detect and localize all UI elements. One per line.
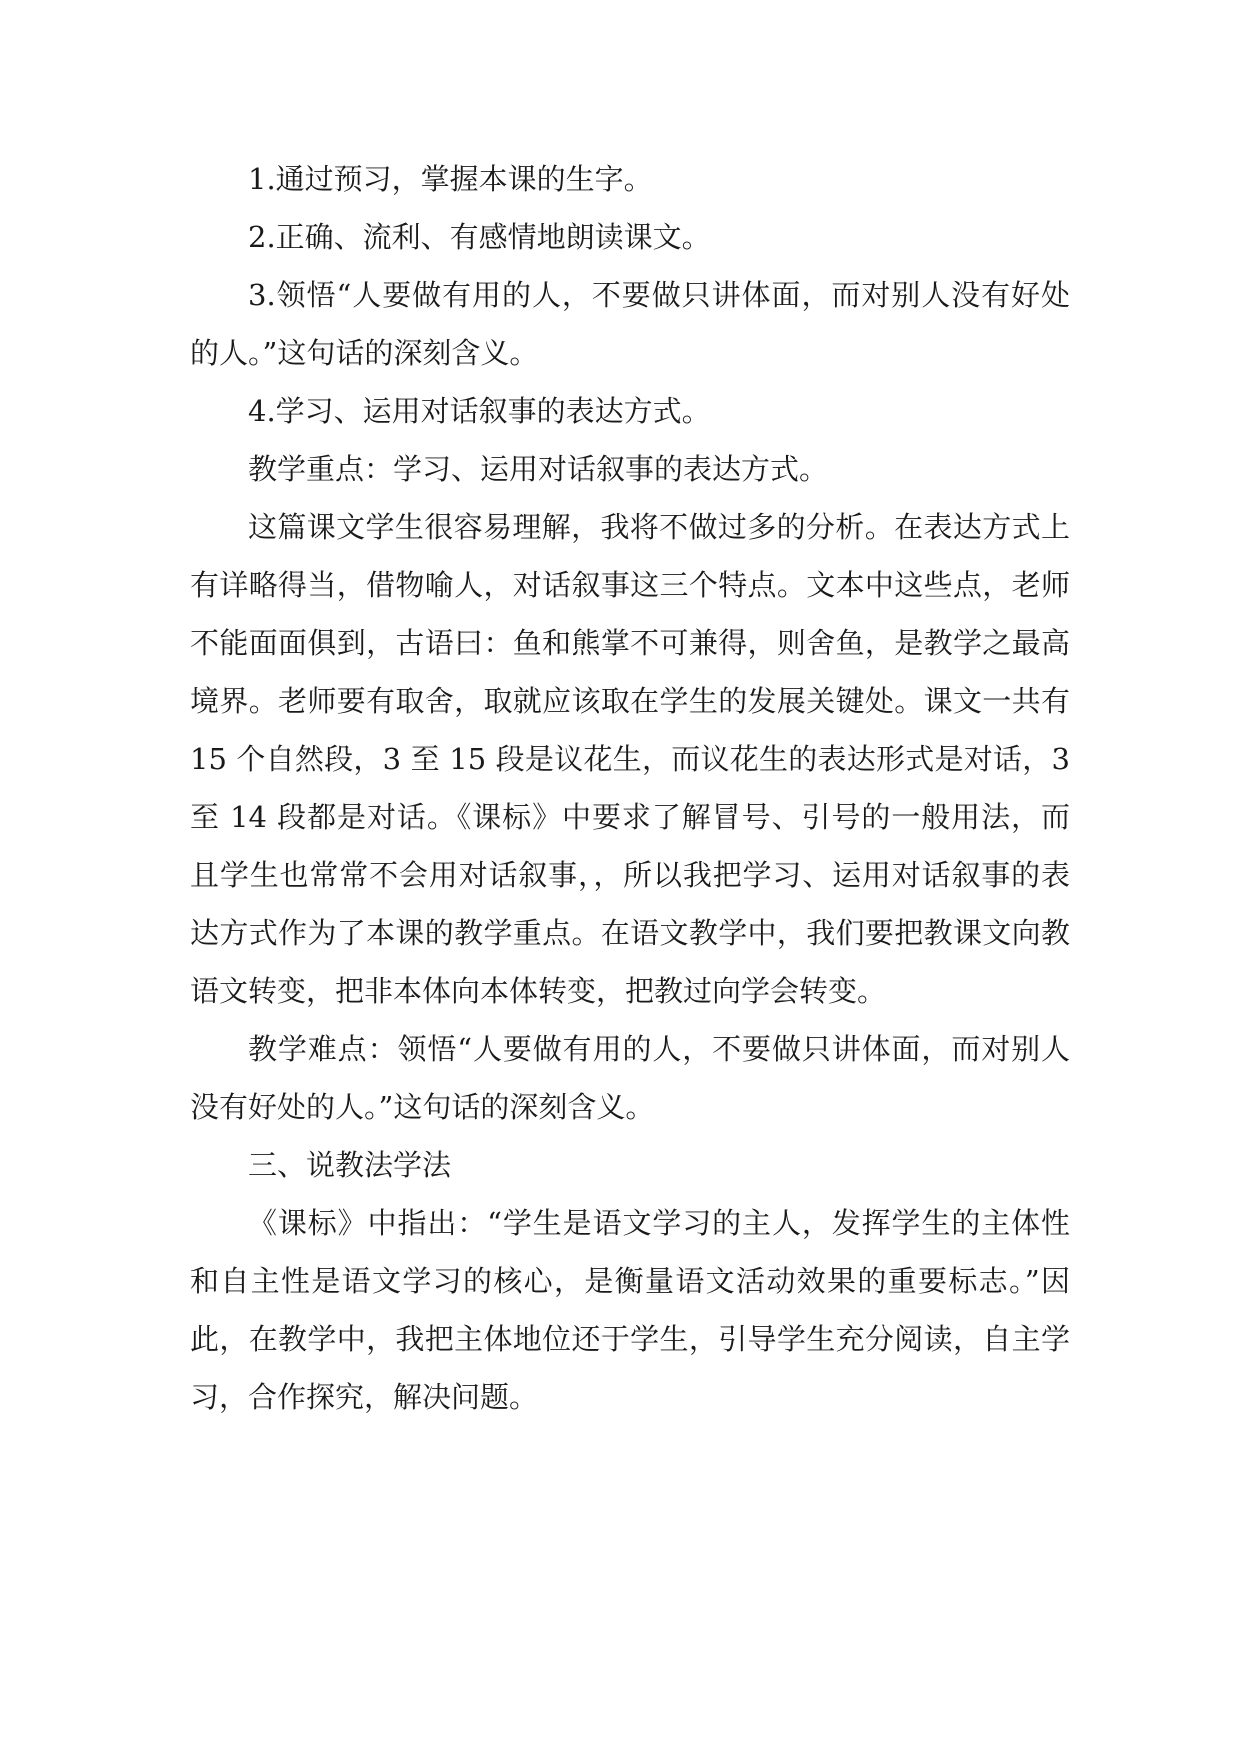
section-heading-methods: 三、说教法学法 (248, 1148, 452, 1182)
objective-2: 2.正确、流利、有感情地朗读课文。 (248, 220, 711, 254)
methods-paragraph: 《课标》中指出：“学生是语文学习的主人，发挥学生的主体性和自主性是语文学习的核心，是衡量语文活动效果的重要标志。”因此，在教学中，我把主体地位还于学生，引导学生充分阅读，自主学习，合作探究，解决问题。 (190, 1206, 1070, 1414)
teaching-focus: 教学重点：学习、运用对话叙事的表达方式。 (248, 452, 829, 486)
document-body (190, 150, 1070, 1426)
focus-explanation: 这篇课文学生很容易理解，我将不做过多的分析。在表达方式上有详略得当，借物喻人，对话叙事这三个特点。文本中这些点，老师不能面面俱到，古语曰：鱼和熊掌不可兼得，则舍鱼，是教学之最高境界。老师要有取舍，取就应该取在学生的发展关键处。课文一共有 15 个自然段，3 至 15 段是议花生，而议花生的表达形式是对话，3 至 14 段都是对话。《课标》中要求了解冒号、引号的一般用法，而且学生也常常不会用对话叙事，，所以我把学习、运用对话叙事的表达方式作为了本课的教学重点。在语文教学中，我们要把教课文向教语文转变，把非本体向本体转变，把教过向学会转变。 (190, 510, 1070, 1008)
objective-3: 3.领悟“人要做有用的人，不要做只讲体面，而对别人没有好处的人。”这句话的深刻含义。 (190, 278, 1070, 370)
objective-1: 1.通过预习，掌握本课的生字。 (248, 162, 653, 196)
teaching-difficulty: 教学难点：领悟“人要做有用的人，不要做只讲体面，而对别人没有好处的人。”这句话的深刻含义。 (190, 1032, 1070, 1124)
objective-4: 4.学习、运用对话叙事的表达方式。 (248, 394, 711, 428)
